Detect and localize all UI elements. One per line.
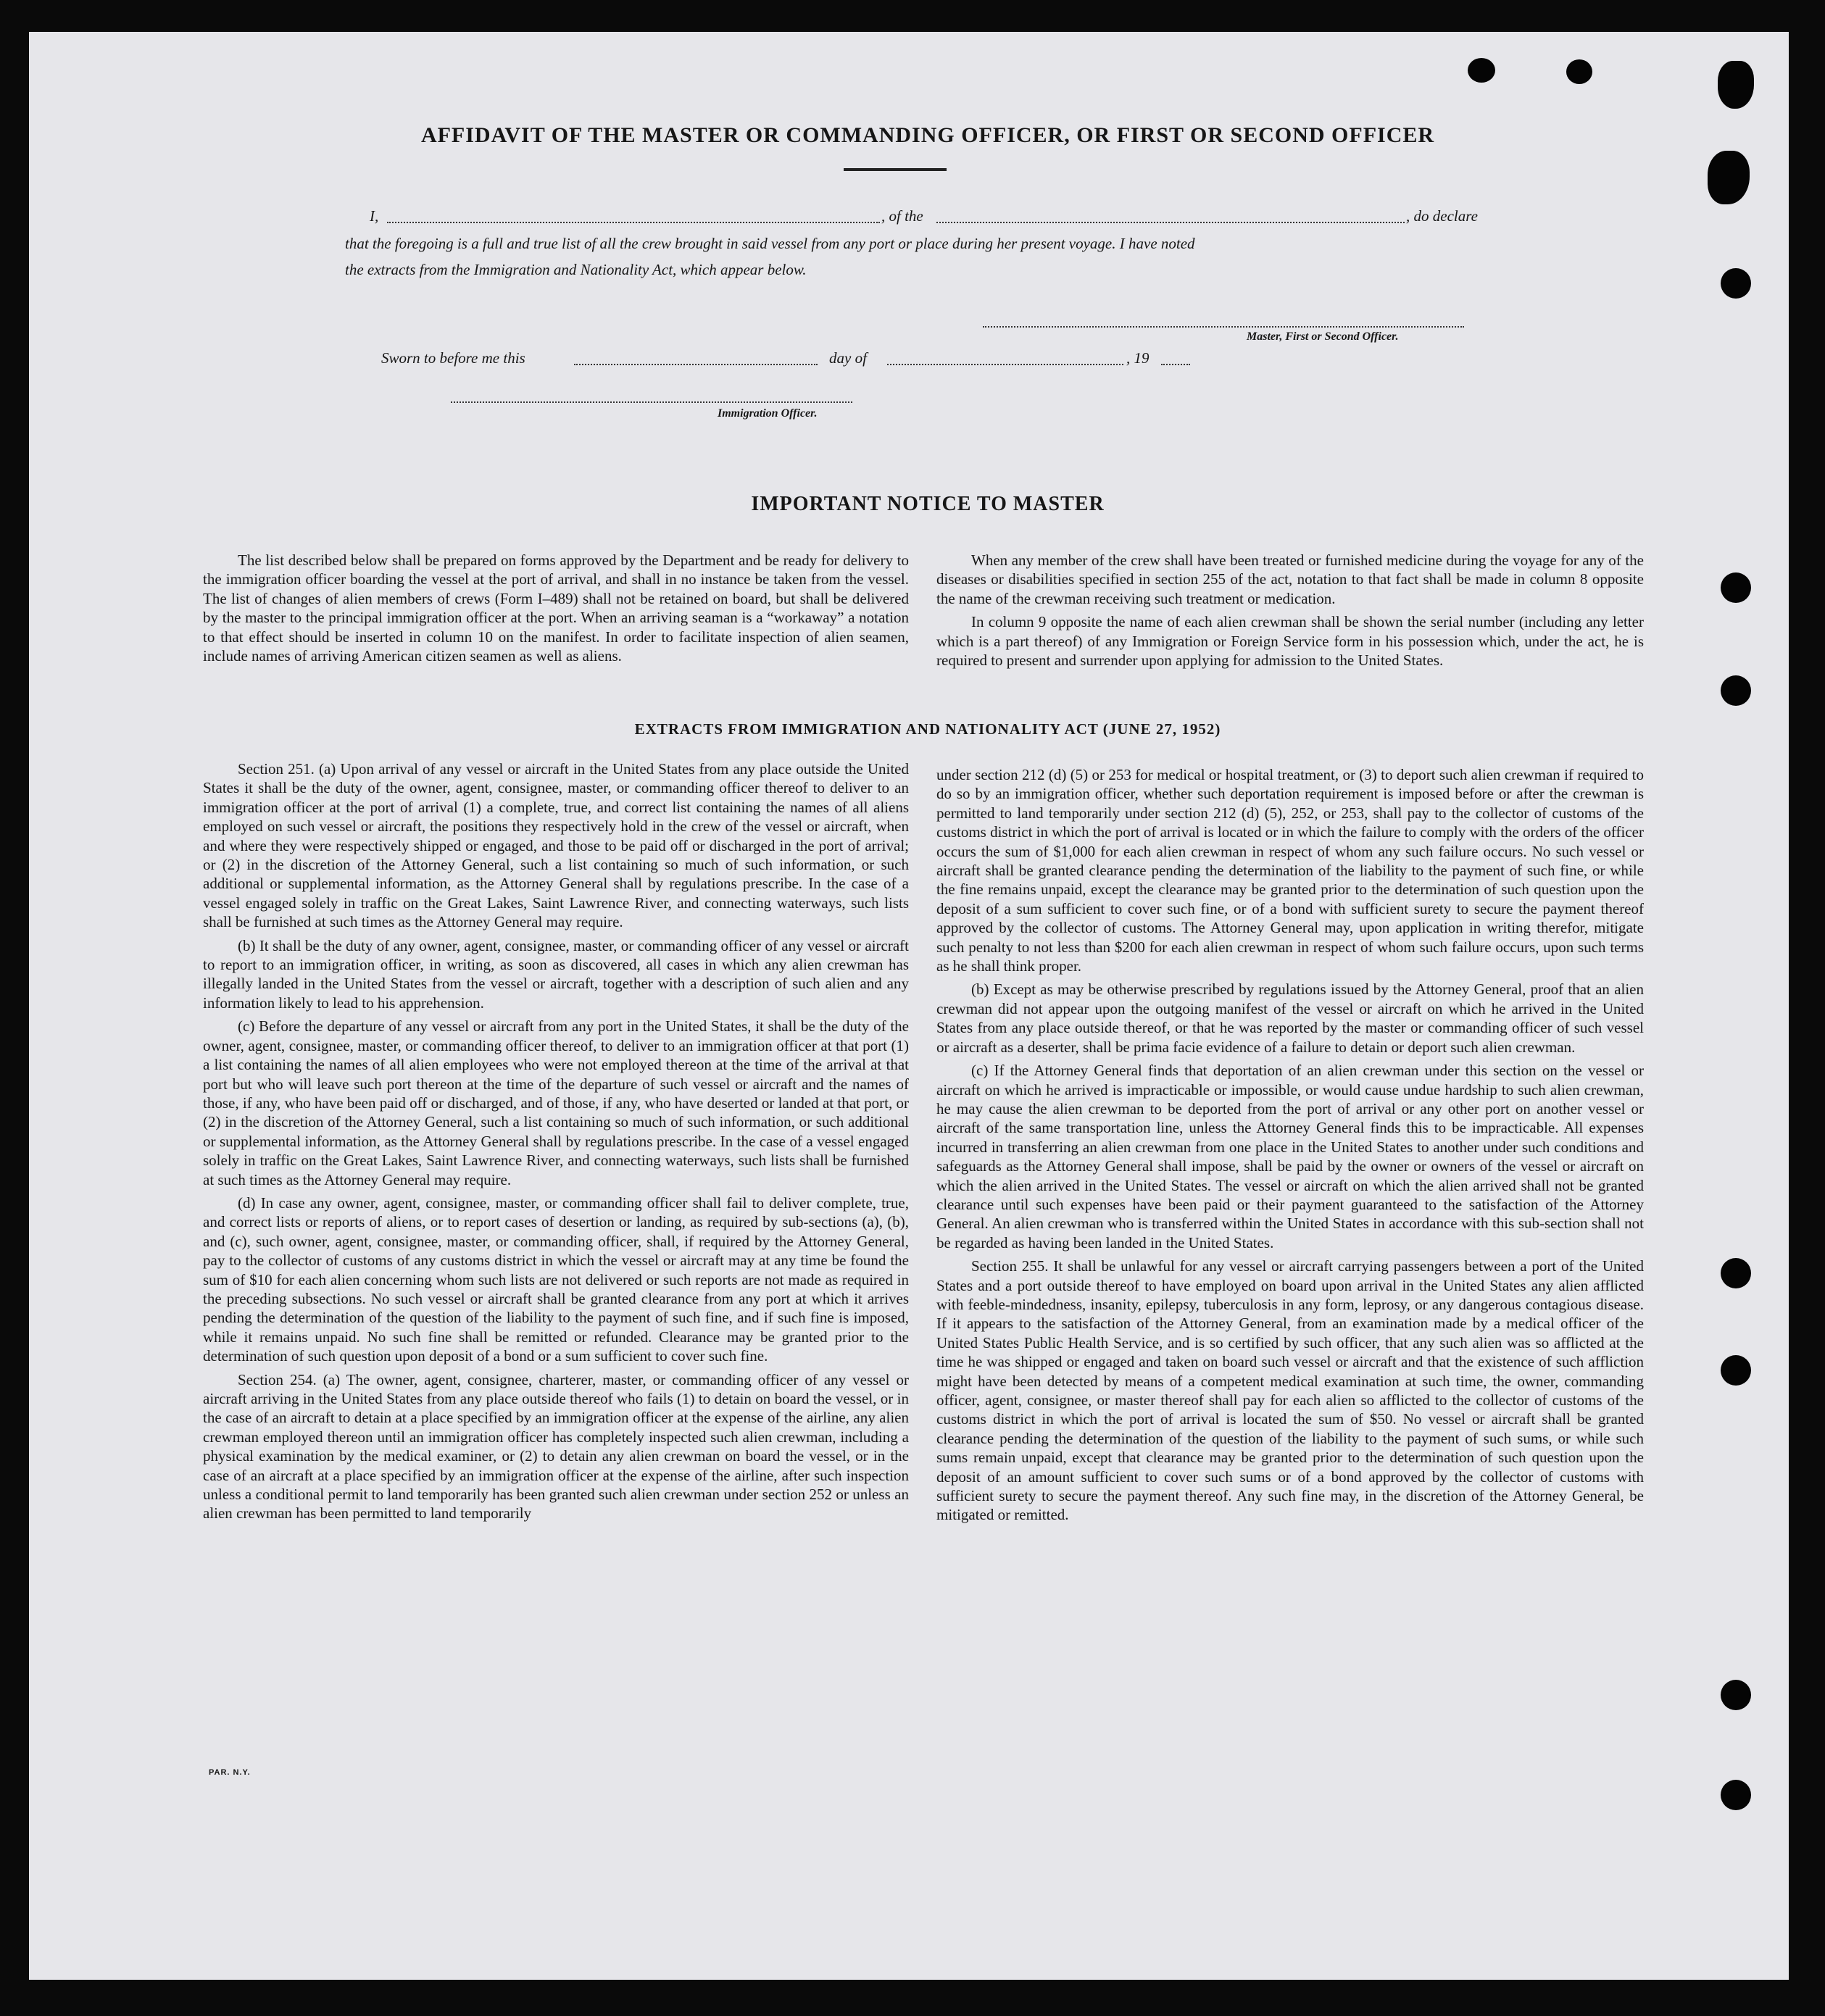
declarant-label: I, <box>370 207 379 225</box>
vessel-name-blank <box>936 222 1405 223</box>
punch-hole-5 <box>1721 1355 1751 1386</box>
section-255: Section 255. It shall be unlawful for any vessel or aircraft carrying passengers between a port of the United States and a port outside thereof to have employed on board upon arrival in the United States any alien afflicted with feeble-mindedness, insanity, epilepsy, tuberculosis in any form, leprosy, or any dangerous contagious disease. If it appears to the satisfaction of the Attorney General, from an examination made by a medical officer of the United States Public Health Service, and is so certified by such officer, that any such alien was so afflicted at the time he was shipped or engaged and taken on board such vessel or aircraft and that the existence of such affliction might have been detected by means of a competent medical examination at such time, the owner, commanding officer, agent, consignee, or master thereof shall pay for each alien so afflicted to the collector of customs of the customs district in which the port of arrival is located the sum of $50. No vessel or aircraft shall be granted clearance pending the determination of the question of the liability to the payment of such sums, or while such sums remain unpaid, except that clearance may be granted prior to the determination of such question upon the deposit of an amount sufficient to cover such sums or of a bond approved by the collector of customs with sufficient surety to secure the payment thereof. Any such fine may, in the discretion of the Attorney General, be mitigated or remitted. <box>936 1257 1644 1524</box>
section-251-a: Section 251. (a) Upon arrival of any vessel or aircraft in the United States from any place outside the United States it shall be the duty of the owner, agent, consignee, master, or commanding officer thereof to deliver to an immigration officer at the port of arrival (1) a complete, true, and correct list containing the names of all aliens employed on such vessel or aircraft, the positions they respectively hold in the crew of the vessel or aircraft, when and where they were respectively shipped or engaged, and those to be paid off or discharged in the port of arrival; or (2) in the discretion of the Attorney General, such a list containing so much of such information, or such additional or supplemental information, as the Attorney General shall by regulations prescribe. In the case of a vessel engaged solely in traffic on the Great Lakes, Saint Lawrence River, and connecting waterways, such lists shall be furnished at such times as the Attorney General may require. <box>203 760 909 931</box>
sworn-day-blank <box>574 364 818 365</box>
section-251-d: (d) In case any owner, agent, consignee, master, or commanding officer shall fail to deliver complete, true, and correct lists or reports of aliens, or to report cases of desertion or landing, as required by sub-sections (a), (b), and (c), such owner, agent, consignee, master, or commanding officer, shall, if required by the Attorney General, pay to the collector of customs of any customs district in which the vessel or aircraft may at any time be found the sum of $10 for each alien concerning whom such lists are not delivered or such reports are not made as required in the preceding subsections. No such vessel or aircraft shall be granted clearance from any port at which it arrives pending the determination of the question of the liability to the payment of such fine, and if such fine is imposed, while it remains unpaid. No such fine shall be remitted or refunded. Clearance may be granted prior to the determination of such question upon deposit of a bond or a sum sufficient to cover such fine. <box>203 1194 909 1365</box>
sworn-month-blank <box>887 364 1123 365</box>
declaration-line-3: the extracts from the Immigration and Nationality Act, which appear below. <box>345 261 807 278</box>
punch-hole-4 <box>1721 1258 1751 1288</box>
punch-hole-6 <box>1721 1680 1751 1710</box>
day-of-label: day of <box>829 349 867 367</box>
notice-left-column <box>203 551 909 670</box>
declare-label: , do declare <box>1406 207 1478 225</box>
punch-hole-top-2 <box>1566 59 1592 84</box>
notice-right-column <box>936 551 1644 674</box>
master-signature-caption: Master, First or Second Officer. <box>1247 330 1399 343</box>
sworn-label: Sworn to before me this <box>381 349 525 367</box>
section-254-a: Section 254. (a) The owner, agent, consignee, charterer, master, or commanding officer of any vessel or aircraft arriving in the United States from any place outside thereof who fails (1) to detain on board the vessel, or in the case of an aircraft to detain at a place specified by an immigration officer at the expense of the airline, any alien crewman employed thereon until an immigration officer has completely inspected such alien crewman, including a physical examination by the medical examiner, or (2) to detain any alien crewman on board the vessel, or in the case of an aircraft at a place specified by an immigration officer at the expense of the airline, after such inspection unless a conditional permit to land temporarily has been granted such alien crewman under section 252 or unless an alien crewman has been permitted to land temporarily <box>203 1370 909 1523</box>
officer-signature-line <box>451 401 852 403</box>
extracts-left-column <box>203 759 909 1528</box>
declarant-name-blank <box>387 222 880 223</box>
document-page <box>29 32 1789 1980</box>
section-254-c: (c) If the Attorney General finds that deportation of an alien crewman under this section on the vessel or aircraft on which he arrived is impracticable or impossible, or would cause undue hardship to such alien crewman, he may cause the alien crewman to be deported from the port of arrival or any other port on another vessel or aircraft of the same transportation line, unless the Attorney General finds this to be impracticable. All expenses incurred in transferring an alien crewman from one place in the United States to another under such conditions and safeguards as the Attorney General shall impose, shall be paid by the owner or owners of the vessel or aircraft on which the alien arrived in the United States. The vessel or aircraft on which the alien arrived shall not be granted clearance until such expenses have been paid or their payment guaranteed to the satisfaction of the Attorney General. An alien crewman who is transferred within the United States in accordance with this sub-section shall not be regarded as having been landed in the United States. <box>936 1062 1644 1251</box>
sworn-year-blank <box>1161 364 1190 365</box>
affidavit-title: AFFIDAVIT OF THE MASTER OR COMMANDING OFFICER, OR FIRST OR SECOND OFFICER <box>420 123 1435 147</box>
extracts-right-column <box>936 765 1644 1529</box>
punch-hole-2 <box>1721 572 1751 603</box>
section-254-b: (b) Except as may be otherwise prescribed by regulations issued by the Attorney General, proof that an alien crewman did not appear upon the outgoing manifest of the vessel or aircraft on which he arrived in the United States from any place outside thereof, or that he was reported by the master or commanding officer of such vessel or aircraft as a deserter, shall be prima facie evidence of a failure to detain or deport such alien crewman. <box>936 980 1644 1056</box>
section-251-c: (c) Before the departure of any vessel or aircraft from any port in the United States, it shall be the duty of the owner, agent, consignee, master, or commanding officer thereof, to deliver to an immigration officer at that port (1) a list containing the names of all alien employees who were not employed thereon at the time of the arrival at that port but who will leave such port thereon at the time of the departure of such vessel or aircraft and the names of those, if any, who have been paid off or discharged, and of those, if any, who have deserted or landed at that port, or (2) in the discretion of the Attorney General, such a list containing so much of such information, or such additional or supplemental information, as the Attorney General shall by regulations prescribe. In the case of a vessel engaged solely in traffic on the Great Lakes, Saint Lawrence River, and connecting waterways, such lists shall be furnished at such times as the Attorney General may require. <box>203 1017 909 1188</box>
extracts-title: EXTRACTS FROM IMMIGRATION AND NATIONALITY ACT (JUNE 27, 1952) <box>634 720 1221 738</box>
title-divider <box>844 168 947 171</box>
officer-signature-caption: Immigration Officer. <box>718 407 818 420</box>
declaration-line-2: that the foregoing is a full and true list of all the crew brought in said vessel from any port or place during her present voyage. I have noted <box>345 235 1195 252</box>
printer-mark: PAR. N.Y. <box>209 1768 251 1777</box>
vessel-label: , of the <box>881 207 923 225</box>
notice-title: IMPORTANT NOTICE TO MASTER <box>751 493 1105 515</box>
section-254-a-continued: under section 212 (d) (5) or 253 for medical or hospital treatment, or (3) to deport such alien crewman if required to do so by an immigration officer, whether such deportation requirement is imposed before or after the crewman is permitted to land temporarily under section 212 (d) (5), 252, or 253, shall pay to the collector of customs of the customs district in which the port of arrival is located or in which the failure to comply with the orders of the officer occurs the sum of $1,000 for each alien crewman in respect of whom any such failure occurs. No such vessel or aircraft shall be granted clearance pending the determination of the liability to the payment of such fine, or while the fine remains unpaid, except the clearance may be granted prior to the determination of such question upon the deposit of a sum sufficient to cover such fine, or of a bond with sufficient surety to secure the payment thereof approved by the collector of customs. The Attorney General may, upon application in writing therefor, mitigate such penalty to not less than $200 for each alien crewman in respect of whom such failure occurs, upon such terms as he shall think proper. <box>936 766 1644 975</box>
punch-hole-top-1 <box>1468 58 1495 83</box>
notice-paragraph: The list described below shall be prepared on forms approved by the Department and be ready for delivery to the immigration officer boarding the vessel at the port of arrival, and shall in no instance be taken from the vessel. The list of changes of alien members of crews (Form I–489) shall not be retained on board, but shall be delivered by the master to the principal immigration officer at the port. When an arriving seaman is a “workaway” a notation to that effect should be inserted in column 10 on the manifest. In order to facilitate inspection of alien seamen, include names of arriving American citizen seamen as well as aliens. <box>203 551 909 665</box>
section-251-b: (b) It shall be the duty of any owner, agent, consignee, master, or commanding officer of any vessel or aircraft to report to an immigration officer, in writing, as soon as discovered, all cases in which any alien crewman has illegally landed in the United States from the vessel or aircraft, together with a description of such alien and any information likely to lead to his apprehension. <box>203 936 909 1012</box>
year-label: , 19 <box>1126 349 1150 367</box>
notice-paragraph: When any member of the crew shall have been treated or furnished medicine during the voyage for any of the diseases or disabilities specified in section 255 of the act, notation to that fact shall be made in column 8 opposite the name of the crewman receiving such treatment or medication. <box>936 551 1644 607</box>
master-signature-line <box>983 326 1464 328</box>
notice-paragraph: In column 9 opposite the name of each alien crewman shall be shown the serial number (including any letter which is a part thereof) of any Immigration or Foreign Service form in his possession which, under the act, he is required to present and surrender upon applying for admission to the United States. <box>936 613 1644 670</box>
punch-hole-torn-2 <box>1708 151 1750 204</box>
punch-hole-7 <box>1721 1780 1751 1810</box>
punch-hole-3 <box>1721 675 1751 706</box>
punch-hole-torn-1 <box>1718 61 1754 109</box>
punch-hole-1 <box>1721 268 1751 299</box>
